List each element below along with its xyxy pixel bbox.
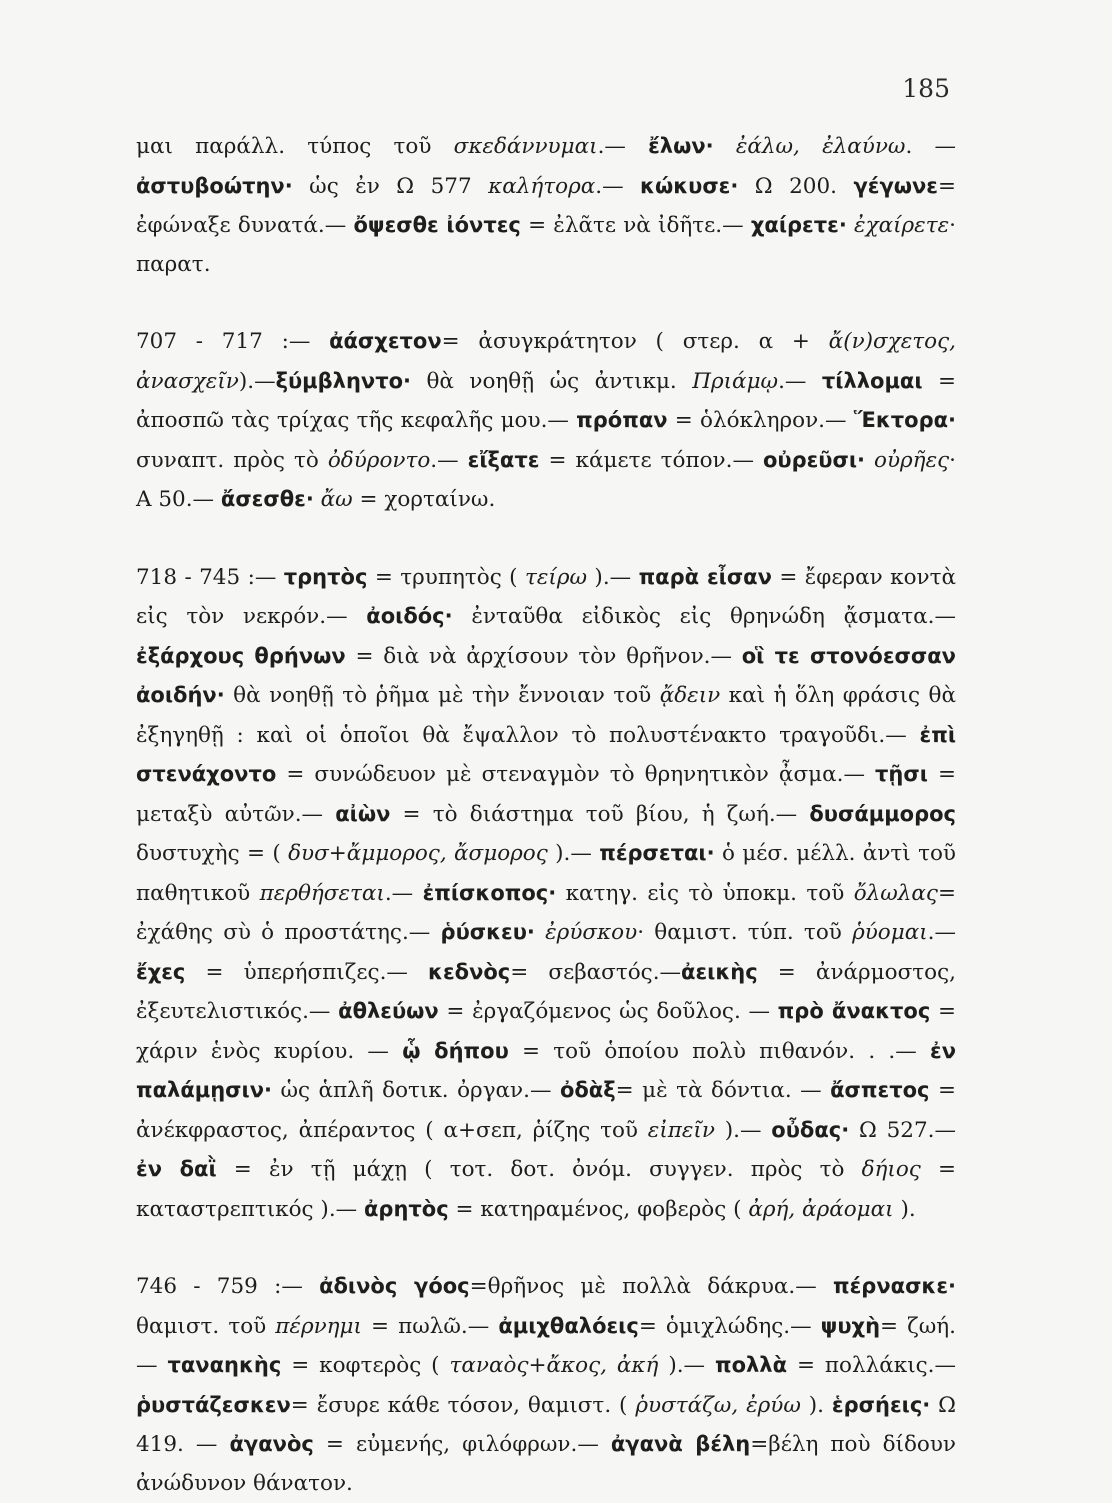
lemma-headword: ἀμιχθαλόεις xyxy=(498,1313,639,1338)
italic-term: ᾄδειν xyxy=(659,683,721,708)
gloss-text: ὡς ἐν Ω 577 xyxy=(292,173,489,199)
gloss-text: · θαμιστ. τύπ. τοῦ xyxy=(637,920,853,945)
lemma-headword: ἀοιδός· xyxy=(366,604,453,628)
gloss-text: = διὰ νὰ ἀρχίσουν τὸν θρῆνον.— xyxy=(345,643,742,669)
lemma-headword: οὖδας· xyxy=(771,1117,850,1142)
gloss-text: ).— xyxy=(658,1353,715,1378)
gloss-text: ὁ μέσ. μέλλ. ἀντὶ τοῦ παθητικοῦ xyxy=(136,841,956,906)
gloss-text: = ἔφεραν κοντὰ εἰς τὸν νεκρόν.— xyxy=(136,564,956,629)
gloss-text: κατηγ. εἰς τὸ ὑποκμ. τοῦ xyxy=(556,880,854,906)
commentary-paragraph xyxy=(136,558,956,1230)
gloss-text: = μὲ τὰ δόντια. — xyxy=(615,1078,831,1103)
gloss-text: ὡς ἁπλῆ δοτικ. ὀργαν.— xyxy=(271,1078,560,1103)
italic-term: Πριάμῳ xyxy=(692,368,779,394)
gloss-text xyxy=(535,920,545,945)
gloss-text: Ω 419. — xyxy=(136,1392,956,1457)
lemma-headword: αἰὼν xyxy=(335,801,391,826)
gloss-text: = καταστρεπτικός ).— xyxy=(136,1157,957,1222)
lemma-headword: ἀρητὸς xyxy=(364,1196,449,1221)
italic-term: ὄλωλας xyxy=(853,880,938,906)
gloss-text: =θρῆνος μὲ πολλὰ δάκρυα.— xyxy=(469,1274,833,1299)
italic-term: ἐχαίρετε xyxy=(854,213,950,238)
lemma-headword: ἀστυβοώτην· xyxy=(136,173,293,198)
lemma-headword: χαίρετε· xyxy=(750,213,847,237)
gloss-text: = ἀνάρμοστος, ἐξευτελιστικός.— xyxy=(136,959,956,1024)
italic-term: ῥύομαι xyxy=(852,920,928,945)
commentary-paragraph xyxy=(136,322,956,520)
lemma-headword: τῇσι xyxy=(875,762,928,786)
gloss-text: =βέλη ποὺ δίδουν ἀνώδυνον θάνατον. xyxy=(136,1432,957,1496)
gloss-text: = ὁμιχλώδης.— xyxy=(638,1313,821,1339)
gloss-text: = εὐμενής, φιλόφρων.— xyxy=(313,1432,611,1457)
gloss-text: = πολλάκις.— xyxy=(787,1353,956,1378)
gloss-text: .— xyxy=(430,447,468,473)
gloss-text: · παρατ. xyxy=(136,213,956,277)
gloss-text: = τοῦ ὁποίου πολὺ πιθανόν. . .— xyxy=(508,1038,930,1064)
gloss-text: = ὁλόκληρον.— xyxy=(667,408,854,433)
gloss-text: ).— xyxy=(238,368,276,394)
italic-term: ἐάλω, ἐλαύνω xyxy=(735,134,906,159)
gloss-text: θαμιστ. τοῦ xyxy=(136,1313,276,1339)
lemma-headword: ἀθλεύων xyxy=(338,999,439,1023)
gloss-text: = ἐν τῇ μάχῃ ( τοτ. δοτ. ὀνόμ. συγγεν. πρὸς τὸ xyxy=(216,1157,862,1182)
lemma-headword: ἄσεσθε· xyxy=(220,487,314,511)
italic-term: ἀρή, ἀράομαι xyxy=(748,1196,894,1222)
lemma-headword: κώκυσε· xyxy=(640,173,739,198)
page-number: 185 xyxy=(902,74,950,103)
lemma-headword: ἐπίσκοπος· xyxy=(422,880,557,905)
lemma-headword: ἄσπετος xyxy=(830,1078,930,1102)
gloss-text: = ἀποσπῶ τὰς τρίχας τῆς κεφαλῆς μου.— xyxy=(136,368,957,433)
lemma-headword: ἀγανὰ βέλη xyxy=(610,1432,751,1456)
lemma-headword: πέρνασκε· xyxy=(833,1274,957,1298)
gloss-text: .— xyxy=(595,173,641,199)
lemma-headword: πρὸ ἄνακτος xyxy=(777,999,931,1023)
lemma-headword: ῥυστάζεσκεν xyxy=(136,1392,291,1417)
lemma-headword: τίλλομαι xyxy=(821,368,923,393)
lemma-headword: παρὰ εἶσαν xyxy=(638,564,772,589)
lemma-headword: ψυχὴ xyxy=(820,1313,881,1338)
italic-term: οὐρῆες xyxy=(874,447,950,473)
lemma-headword: κεδνὸς xyxy=(428,959,511,984)
gloss-text: = ὑπερήσπιζες.— xyxy=(185,959,429,985)
italic-term: σκεδάννυμαι xyxy=(453,134,598,159)
gloss-text: συναπτ. πρὸς τὸ xyxy=(136,447,328,473)
italic-term: πέρνημι xyxy=(275,1313,362,1339)
gloss-text: = ἀσυγκράτητον ( στερ. α + xyxy=(441,329,829,354)
gloss-text xyxy=(865,448,874,473)
lemma-headword: Ἕκτορα· xyxy=(853,408,957,432)
gloss-text: = ἀνέκφραστος, ἀπέραντος ( α+σεπ, ῥίζης τοῦ xyxy=(136,1078,956,1143)
lemma-headword: εἴξατε xyxy=(467,447,540,472)
gloss-text: = τρυπητὸς ( xyxy=(367,564,525,590)
commentary-paragraph xyxy=(136,1267,956,1503)
gloss-text: = μεταξὺ αὐτῶν.— xyxy=(136,762,956,827)
lemma-headword: ὀδὰξ xyxy=(559,1078,616,1102)
gloss-text: ).— xyxy=(587,564,639,590)
italic-term: τείρω xyxy=(524,564,588,590)
gloss-text: · Α 50.— xyxy=(136,447,956,512)
lemma-headword: ξύμβληντο· xyxy=(275,368,412,393)
gloss-text xyxy=(314,487,321,512)
gloss-text: = κατηραμένος, φοβερὸς ( xyxy=(448,1196,749,1222)
gloss-text: Ω 200. xyxy=(738,173,854,199)
gloss-text: Ω 527.— xyxy=(849,1117,956,1143)
lemma-headword: ἐν παλάμῃσιν· xyxy=(136,1038,956,1102)
italic-term: δήιος xyxy=(861,1157,921,1182)
lemma-headword: ἀδινὸς γόος xyxy=(319,1274,470,1298)
lemma-headword: ἐν δαῒ xyxy=(136,1157,217,1181)
gloss-text: θὰ νοηθῇ ὡς ἀντικμ. xyxy=(411,368,693,394)
gloss-text: = ἐλᾶτε νὰ ἰδῆτε.— xyxy=(520,213,751,238)
gloss-text: = σεβαστός.— xyxy=(510,959,682,985)
italic-term: καλήτορα xyxy=(488,173,596,199)
italic-term: ταναὸς+ἄκος, ἀκή xyxy=(449,1353,659,1378)
lemma-headword: ἔλων· xyxy=(648,134,714,158)
lemma-headword: ἑρσήεις· xyxy=(831,1392,931,1417)
italic-term: εἰπεῖν xyxy=(647,1117,715,1143)
gloss-text: .— xyxy=(778,368,822,394)
gloss-text: ). xyxy=(800,1392,832,1418)
italic-term: ἄω xyxy=(320,487,353,512)
lemma-headword: ἔχες xyxy=(136,959,186,984)
lemma-headword: γέγωνε xyxy=(853,173,938,198)
paragraph-gap xyxy=(136,284,956,322)
gloss-text: 707 - 717 :— xyxy=(136,329,330,354)
gloss-text: = ἐργαζόμενος ὡς δοῦλος. — xyxy=(438,999,778,1024)
italic-term: ὀδύροντο xyxy=(327,447,431,473)
gloss-text: 718 - 745 :— xyxy=(136,564,284,590)
gloss-text: = συνώδευον μὲ στεναγμὸν τὸ θρηνητικὸν ᾆσμα.— xyxy=(276,762,876,787)
commentary-body xyxy=(136,127,956,1503)
gloss-text: = κάμετε τόπον.— xyxy=(539,447,763,473)
lemma-headword: πολλὰ xyxy=(714,1353,788,1377)
gloss-text: ἐνταῦθα εἰδικὸς εἰς θρηνώδη ᾄσματα.— xyxy=(452,604,956,629)
gloss-text: = χορταίνω. xyxy=(352,487,496,512)
gloss-text: 746 - 759 :— xyxy=(136,1274,320,1299)
gloss-text: μαι παράλλ. τύπος τοῦ xyxy=(136,134,454,159)
italic-term: περθήσεται xyxy=(259,880,385,906)
lemma-headword: πρόπαν xyxy=(576,408,668,432)
lemma-headword: πέρσεται· xyxy=(599,841,715,865)
lemma-headword: ἐξάρχους θρήνων xyxy=(136,643,346,668)
lemma-headword: τρητὸς xyxy=(283,564,368,589)
gloss-text: .— xyxy=(384,880,423,906)
italic-term: ἄ(ν)σχετος, ἀνασχεῖν xyxy=(136,329,956,394)
gloss-text: = πωλῶ.— xyxy=(361,1313,499,1339)
lemma-headword: ῥύσκευ· xyxy=(440,920,535,944)
lemma-headword: ᾧ δήπου xyxy=(402,1038,509,1063)
lemma-headword: οὐρεῦσι· xyxy=(762,447,865,472)
gloss-text: = ἐφώναξε δυνατά.— xyxy=(136,173,957,238)
gloss-text: .— xyxy=(927,920,956,945)
paragraph-gap xyxy=(136,520,956,558)
italic-term: ῥυστάζω, ἐρύω xyxy=(635,1392,801,1418)
gloss-text: ). xyxy=(893,1196,916,1222)
lemma-headword: οἳ τε στονόεσσαν ἀοιδήν· xyxy=(136,643,956,707)
paragraph-gap xyxy=(136,1229,956,1267)
gloss-text: = ἐχάθης σὺ ὁ προστάτης.— xyxy=(136,880,956,945)
gloss-text: = ἔσυρε κάθε τόσον, θαμιστ. ( xyxy=(290,1392,636,1418)
gloss-text: = ζωή.— xyxy=(136,1313,957,1378)
italic-term: ἐρύσκου xyxy=(545,920,638,945)
gloss-text: .— xyxy=(597,134,649,159)
gloss-text: = χάριν ἑνὸς κυρίου. — xyxy=(136,999,956,1064)
lemma-headword: ἀάσχετον xyxy=(329,329,442,353)
gloss-text: . — xyxy=(905,134,956,159)
lemma-headword: ἐπὶ στενάχοντο xyxy=(136,722,956,786)
lemma-headword: ταναηκὴς xyxy=(167,1353,282,1377)
gloss-text: καὶ ἡ ὅλη φράσις θὰ ἐξηγηθῇ : καὶ οἱ ὁποῖοι θὰ ἔψαλλον τὸ πολυστένακτο τραγοῦδι.— xyxy=(136,683,956,748)
lemma-headword: δυσάμμορος xyxy=(809,801,956,826)
gloss-text: = κοφτερὸς ( xyxy=(281,1353,450,1378)
gloss-text: δυστυχὴς = ( xyxy=(136,841,289,866)
gloss-text xyxy=(714,134,736,159)
italic-term: δυσ+ἄμμορος, ἄσμορος xyxy=(288,841,548,866)
commentary-paragraph xyxy=(136,127,956,284)
gloss-text: = τὸ διάστημα τοῦ βίου, ἡ ζωή.— xyxy=(390,801,810,827)
gloss-text: ).— xyxy=(714,1117,772,1143)
gloss-text xyxy=(847,213,854,238)
gloss-text: θὰ νοηθῇ τὸ ῥῆμα μὲ τὴν ἔννοιαν τοῦ xyxy=(224,683,660,708)
lemma-headword: ὄψεσθε ἰόντες xyxy=(353,213,521,237)
gloss-text: ).— xyxy=(547,841,600,866)
lemma-headword: ἀεικὴς xyxy=(681,959,758,984)
lemma-headword: ἀγανὸς xyxy=(229,1432,314,1456)
